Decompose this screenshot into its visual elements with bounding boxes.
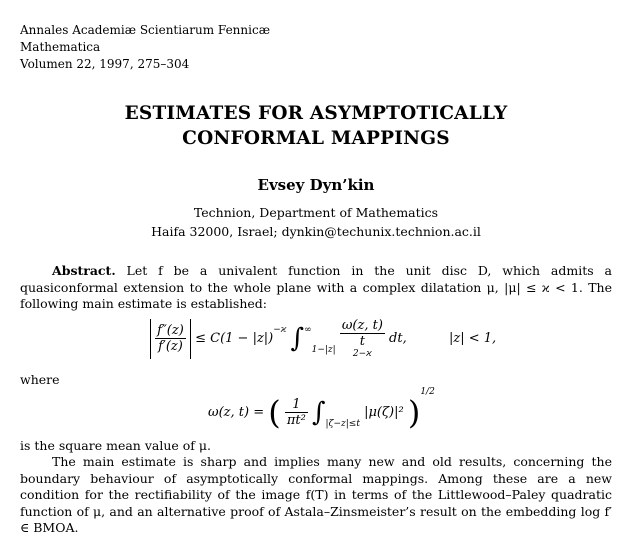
journal-volume: Volumen 22, 1997, 275–304 xyxy=(20,57,190,71)
eq1-exponent: −ϰ xyxy=(273,325,287,335)
eq1-dt: dt, xyxy=(389,331,407,346)
abs-bar-left xyxy=(150,319,151,359)
eq2-numerator: 1 xyxy=(285,397,308,413)
omega-den-base: t xyxy=(359,334,365,349)
affiliation xyxy=(0,203,632,241)
affiliation-line-2: Haifa 32000, Israel; dynkin@techunix.technion.ac.il xyxy=(151,224,481,239)
journal-series: Mathematica xyxy=(20,40,101,54)
eq2-int-lower: |ζ−z|≤t xyxy=(325,419,360,429)
eq2-integral-sign: ∫ xyxy=(312,397,326,428)
left-paren: ( xyxy=(268,393,281,432)
omega-numerator: ω(z, t) xyxy=(341,318,383,333)
lhs-numerator: f″(z) xyxy=(157,323,184,338)
paper-title xyxy=(0,101,632,151)
eq2-fraction xyxy=(285,397,308,428)
abstract-text: Let f be a univalent function in the unit disc D, which admits a quasiconformal extension to the whole plane with a complex dilatation μ, |μ| ≤ ϰ < 1. The following main estimate is established: xyxy=(20,263,612,311)
square-mean-text: is the square mean value of μ. xyxy=(20,438,211,453)
omega-fraction xyxy=(340,318,385,359)
author-name: Evsey Dyn’kin xyxy=(257,176,375,194)
eq2-integrand: |μ(ζ)|² xyxy=(364,405,404,420)
journal-name: Annales Academiæ Scientiarum Fennicæ xyxy=(20,23,270,37)
integral-sign: ∫ xyxy=(290,323,305,354)
journal-header xyxy=(20,22,270,73)
eq1-int-upper: ∞ xyxy=(304,325,312,335)
omega-definition-equation xyxy=(208,387,435,432)
abstract-label: Abstract. xyxy=(52,263,116,278)
eq2-power: 1/2 xyxy=(420,387,435,397)
lhs-fraction xyxy=(155,323,186,354)
abs-bar-right xyxy=(190,319,191,359)
lhs-denominator: f′(z) xyxy=(158,339,183,354)
eq1-middle: ≤ C(1 − |z|) xyxy=(195,331,274,346)
main-paragraph xyxy=(20,454,612,537)
abstract-paragraph xyxy=(20,263,612,313)
main-estimate-equation xyxy=(150,318,496,359)
title-line-1: ESTIMATES FOR ASYMPTOTICALLY xyxy=(124,103,508,124)
main-paragraph-text: The main estimate is sharp and implies many new and old results, concerning the boundary behaviour of asymptotically conformal mappings. Among these are a new condition for the rectifiability of the image f(T) in terms of the Littlewood–Paley quadratic function of μ, and an alternative proof of Astala–Zinsmeister’s result on the embedding log f′ ∈ BMOA. xyxy=(20,454,612,535)
where-text: where xyxy=(20,372,60,387)
affiliation-line-1: Technion, Department of Mathematics xyxy=(193,205,439,220)
eq2-denominator: πt² xyxy=(286,413,306,428)
eq1-condition: |z| < 1, xyxy=(449,331,497,346)
eq2-lhs: ω(z, t) = xyxy=(208,405,265,420)
omega-denominator xyxy=(340,334,385,359)
eq1-int-lower: 1−|z| xyxy=(311,345,336,355)
omega-den-exp: 2−ϰ xyxy=(352,349,372,359)
right-paren: ) xyxy=(407,393,421,432)
title-line-2: CONFORMAL MAPPINGS xyxy=(182,128,450,149)
